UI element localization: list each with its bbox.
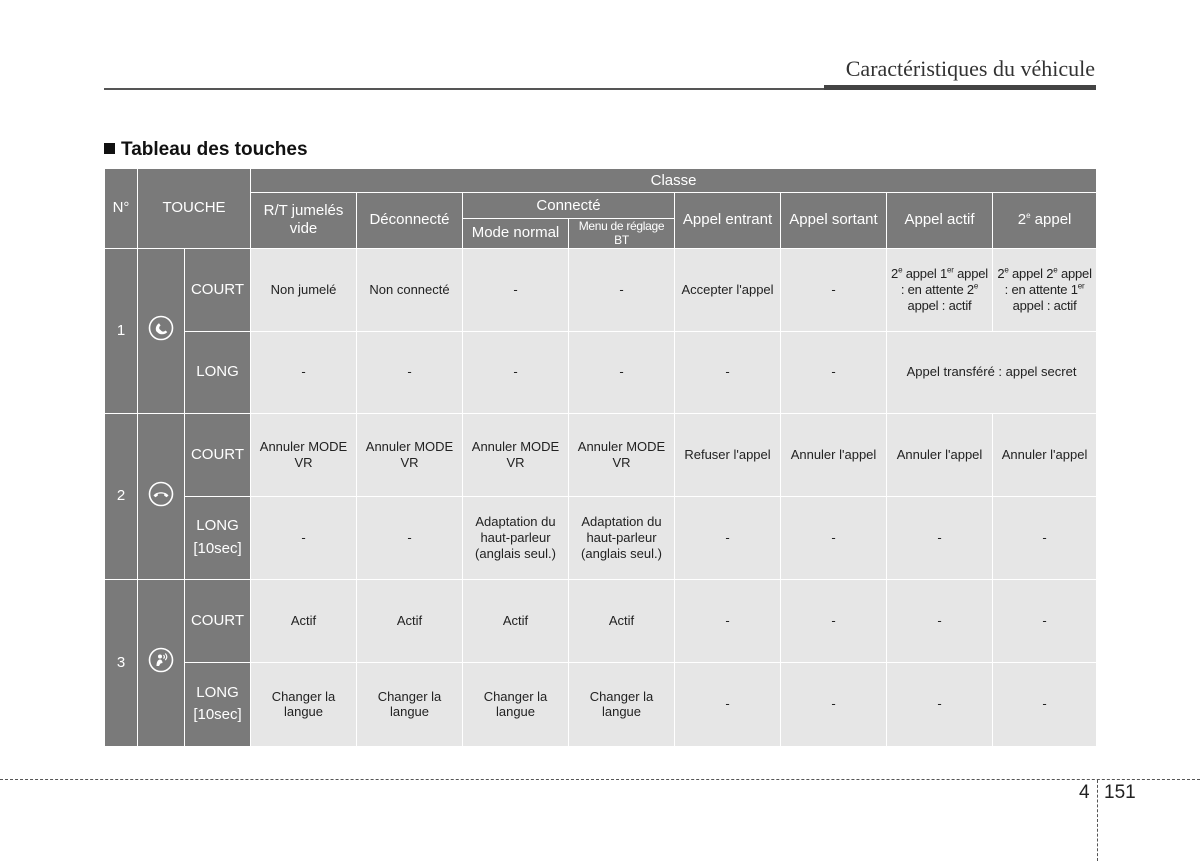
row-1-long-rt: - (251, 331, 357, 413)
header-disconnected: Déconnecté (357, 193, 463, 249)
row-2-long-label-b: [10sec] (193, 539, 242, 557)
row-2-short-rt: Annuler MODE VR (251, 413, 357, 496)
row-2-long-incoming: - (675, 496, 781, 579)
row-1-short-label: COURT (185, 248, 251, 331)
row-2-short-disconnected: Annuler MODE VR (357, 413, 463, 496)
row-3-icon-cell (138, 579, 185, 746)
row-1-short-normal: - (463, 248, 569, 331)
header-rule-accent (824, 85, 1096, 90)
page-number: 151 (1104, 782, 1136, 803)
row-2-long-label (185, 496, 251, 579)
row-2-number: 2 (105, 413, 138, 579)
row-3-long-incoming: - (675, 662, 781, 746)
header-connected: Connecté (463, 193, 675, 219)
row-2-short-second: Annuler l'appel (993, 413, 1097, 496)
row-1-short-incoming: Accepter l'appel (675, 248, 781, 331)
header-menu-bt: Menu de réglage BT (569, 219, 675, 249)
row-1-short-menu: - (569, 248, 675, 331)
header-number: N° (105, 169, 138, 249)
chapter-number: 4 (1079, 782, 1090, 803)
row-2-long-outgoing: - (781, 496, 887, 579)
row-1-long-disconnected: - (357, 331, 463, 413)
row-2-long-rt: - (251, 496, 357, 579)
row-2-short-label: COURT (185, 413, 251, 496)
row-1-long-normal: - (463, 331, 569, 413)
header-incoming-call: Appel entrant (675, 193, 781, 249)
header-key: TOUCHE (138, 169, 251, 249)
row-3-long-menu: Changer la langue (569, 662, 675, 746)
row-2-long-disconnected: - (357, 496, 463, 579)
row-3-short-menu: Actif (569, 579, 675, 662)
row-3-long-normal: Changer la langue (463, 662, 569, 746)
phone-hangup-icon (148, 481, 174, 507)
row-2-long-label-a: LONG (196, 517, 239, 535)
row-2-icon-cell (138, 413, 185, 579)
row-2-short-outgoing: Annuler l'appel (781, 413, 887, 496)
row-3-number: 3 (105, 579, 138, 746)
row-1-short-disconnected: Non connecté (357, 248, 463, 331)
row-3-long-active: - (887, 662, 993, 746)
row-1-short-rt: Non jumelé (251, 248, 357, 331)
row-3-short-label: COURT (185, 579, 251, 662)
row-3-short-active: - (887, 579, 993, 662)
row-1-number: 1 (105, 248, 138, 413)
footer-dashed-divider (1097, 780, 1098, 861)
row-2-short-incoming: Refuser l'appel (675, 413, 781, 496)
row-3-long-disconnected: Changer la langue (357, 662, 463, 746)
row-3-long-label (185, 662, 251, 746)
footer-dashed-rule (0, 779, 1200, 780)
row-3-short-outgoing: - (781, 579, 887, 662)
phone-pickup-icon (148, 315, 174, 341)
row-1-short-active: 2e appel 1er appel : en attente 2e appel : actif (887, 248, 993, 331)
row-2-long-second: - (993, 496, 1097, 579)
row-1-icon-cell (138, 248, 185, 413)
voice-recognition-icon (148, 647, 174, 673)
row-3-short-incoming: - (675, 579, 781, 662)
header-rt-paired: R/T jumelés vide (251, 193, 357, 249)
section-title-text: Tableau des touches (121, 139, 308, 160)
row-2-short-normal: Annuler MODE VR (463, 413, 569, 496)
header-second-text: appel (1030, 211, 1072, 229)
row-3-short-disconnected: Actif (357, 579, 463, 662)
row-2-short-menu: Annuler MODE VR (569, 413, 675, 496)
header-class: Classe (251, 169, 1097, 193)
row-3-long-label-b: [10sec] (193, 706, 242, 724)
row-3-long-label-a: LONG (196, 683, 239, 701)
row-2-long-normal: Adaptation du haut-parleur (anglais seul.) (463, 496, 569, 579)
running-header-title: Caractéristiques du véhicule (845, 56, 1095, 81)
header-second-num: 2 (1017, 211, 1027, 229)
row-1-short-outgoing: - (781, 248, 887, 331)
header-second-sup: e (1026, 211, 1031, 221)
button-table (104, 168, 1097, 747)
row-1-long-incoming: - (675, 331, 781, 413)
row-3-long-rt: Changer la langue (251, 662, 357, 746)
row-3-short-normal: Actif (463, 579, 569, 662)
row-2-long-active: - (887, 496, 993, 579)
header-mode-normal: Mode normal (463, 219, 569, 249)
row-1-long-outgoing: - (781, 331, 887, 413)
row-1-long-menu: - (569, 331, 675, 413)
row-3-long-outgoing: - (781, 662, 887, 746)
header-second-call (993, 193, 1097, 249)
row-3-short-second: - (993, 579, 1097, 662)
row-1-short-second: 2e appel 2e appel : en attente 1er appel : actif (993, 248, 1097, 331)
header-outgoing-call: Appel sortant (781, 193, 887, 249)
header-active-call: Appel actif (887, 193, 993, 249)
row-1-long-label: LONG (185, 331, 251, 413)
row-3-long-second: - (993, 662, 1097, 746)
bullet-square-icon (104, 143, 115, 154)
row-1-long-merged: Appel transféré : appel secret (887, 331, 1097, 413)
section-title (104, 139, 308, 161)
row-3-short-rt: Actif (251, 579, 357, 662)
row-2-long-menu: Adaptation du haut-parleur (anglais seul.) (569, 496, 675, 579)
row-2-short-active: Annuler l'appel (887, 413, 993, 496)
